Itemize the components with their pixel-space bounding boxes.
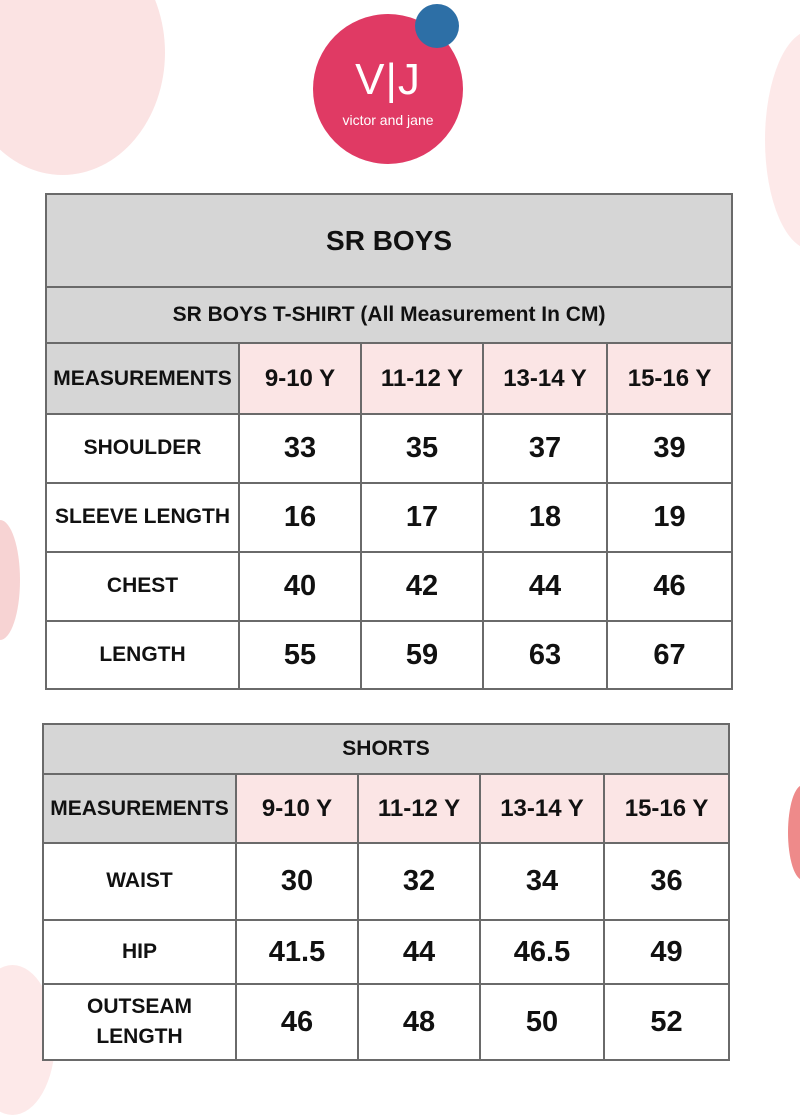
value-cell: 17	[361, 483, 483, 552]
logo-dot-icon	[415, 4, 459, 48]
table-row	[46, 483, 732, 552]
value-cell: 44	[358, 920, 480, 984]
row-label: LENGTH	[46, 621, 239, 689]
table-row	[43, 984, 729, 1060]
table-subtitle: SR BOYS T-SHIRT (All Measurement In CM)	[46, 287, 732, 343]
decor-blob	[0, 520, 20, 640]
value-cell: 34	[480, 843, 604, 920]
row-label: SLEEVE LENGTH	[46, 483, 239, 552]
value-cell: 35	[361, 414, 483, 483]
value-cell: 32	[358, 843, 480, 920]
table-row	[46, 552, 732, 621]
measurements-header: MEASUREMENTS	[46, 343, 239, 414]
value-cell: 36	[604, 843, 729, 920]
value-cell: 37	[483, 414, 607, 483]
value-cell: 52	[604, 984, 729, 1060]
value-cell: 46	[236, 984, 358, 1060]
shorts-size-table	[42, 723, 730, 1061]
size-header: 11-12 Y	[361, 343, 483, 414]
row-label: CHEST	[46, 552, 239, 621]
brand-mark: V|J	[355, 55, 421, 104]
value-cell: 67	[607, 621, 732, 689]
table-title: SR BOYS	[46, 194, 732, 287]
value-cell: 16	[239, 483, 361, 552]
value-cell: 55	[239, 621, 361, 689]
table-row	[43, 920, 729, 984]
row-label: HIP	[43, 920, 236, 984]
row-label	[43, 984, 236, 1060]
value-cell: 63	[483, 621, 607, 689]
value-cell: 46	[607, 552, 732, 621]
value-cell: 48	[358, 984, 480, 1060]
size-header: 15-16 Y	[604, 774, 729, 843]
value-cell: 59	[361, 621, 483, 689]
table-row	[46, 621, 732, 689]
size-header: 13-14 Y	[483, 343, 607, 414]
value-cell: 41.5	[236, 920, 358, 984]
row-label: SHOULDER	[46, 414, 239, 483]
row-label-line: LENGTH	[96, 1025, 183, 1048]
value-cell: 50	[480, 984, 604, 1060]
value-cell: 39	[607, 414, 732, 483]
value-cell: 49	[604, 920, 729, 984]
value-cell: 42	[361, 552, 483, 621]
value-cell: 18	[483, 483, 607, 552]
value-cell: 30	[236, 843, 358, 920]
value-cell: 33	[239, 414, 361, 483]
table-row	[46, 414, 732, 483]
table-row	[43, 843, 729, 920]
size-header: 11-12 Y	[358, 774, 480, 843]
decor-blob	[788, 785, 800, 880]
row-label-line: OUTSEAM	[87, 994, 192, 1018]
value-cell: 46.5	[480, 920, 604, 984]
size-header: 13-14 Y	[480, 774, 604, 843]
table-title: SHORTS	[43, 724, 729, 774]
measurements-header: MEASUREMENTS	[43, 774, 236, 843]
size-header: 15-16 Y	[607, 343, 732, 414]
decor-blob	[0, 0, 165, 175]
value-cell: 19	[607, 483, 732, 552]
value-cell: 40	[239, 552, 361, 621]
size-header: 9-10 Y	[236, 774, 358, 843]
value-cell: 44	[483, 552, 607, 621]
brand-name: victor and jane	[342, 112, 434, 128]
decor-blob	[765, 30, 800, 250]
row-label: WAIST	[43, 843, 236, 920]
tshirt-size-table	[45, 193, 733, 690]
size-header: 9-10 Y	[239, 343, 361, 414]
